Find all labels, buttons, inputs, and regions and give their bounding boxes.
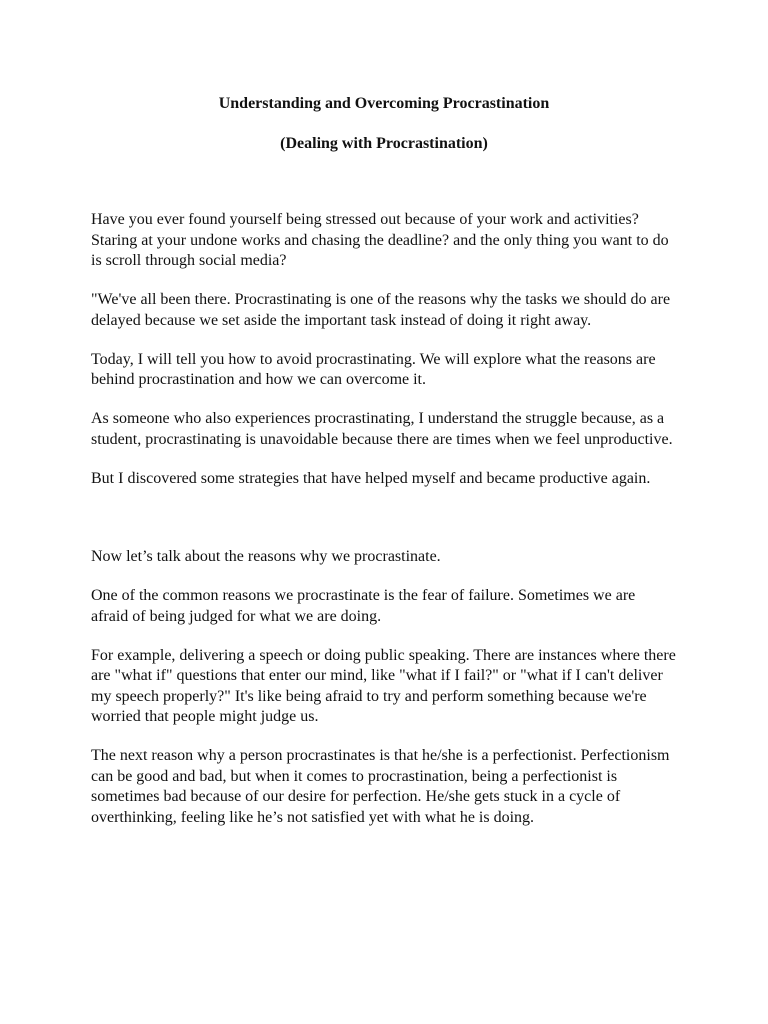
- paragraph: Now let’s talk about the reasons why we procrastinate.: [91, 548, 441, 565]
- document-body: [91, 210, 676, 847]
- document-title: Understanding and Overcoming Procrastination: [218, 95, 550, 112]
- paragraph: But I discovered some strategies that have helped myself and became productive again.: [91, 469, 651, 487]
- document-subtitle: (Dealing with Procrastination): [280, 135, 488, 152]
- paragraph: One of the common reasons we procrastinate is the fear of failure. Sometimes we are afraid of being judged for what we are doing.: [91, 587, 636, 625]
- paragraph: Today, I will tell you how to avoid procrastinating. We will explore what the reasons are behind procrastination and how we can overcome it.: [91, 350, 656, 388]
- paragraph: For example, delivering a speech or doing public speaking. There are instances where there are "what if" questions that enter our mind, like "what if I fail?" or "what if I can't deliver my speech properly?" It's like being afraid to try and perform something because we're worried that people might judge us.: [91, 646, 676, 725]
- paragraph: Have you ever found yourself being stressed out because of your work and activities? Staring at your undone works and chasing the deadline? and the only thing you want to do is scroll through social media?: [91, 211, 669, 269]
- paragraph: "We've all been there. Procrastinating is one of the reasons why the tasks we should do are delayed because we set aside the important task instead of doing it right away.: [91, 291, 671, 329]
- paragraph: As someone who also experiences procrastinating, I understand the struggle because, as a student, procrastinating is unavoidable because there are times when we feel unproductive.: [91, 410, 673, 448]
- paragraph: The next reason why a person procrastinates is that he/she is a perfectionist. Perfectionism can be good and bad, but when it comes to procrastination, being a perfectionist is sometimes bad because of our desire for perfection. He/she gets stuck in a cycle of overthinking, feeling like he’s not satisfied yet with what he is doing.: [91, 747, 670, 826]
